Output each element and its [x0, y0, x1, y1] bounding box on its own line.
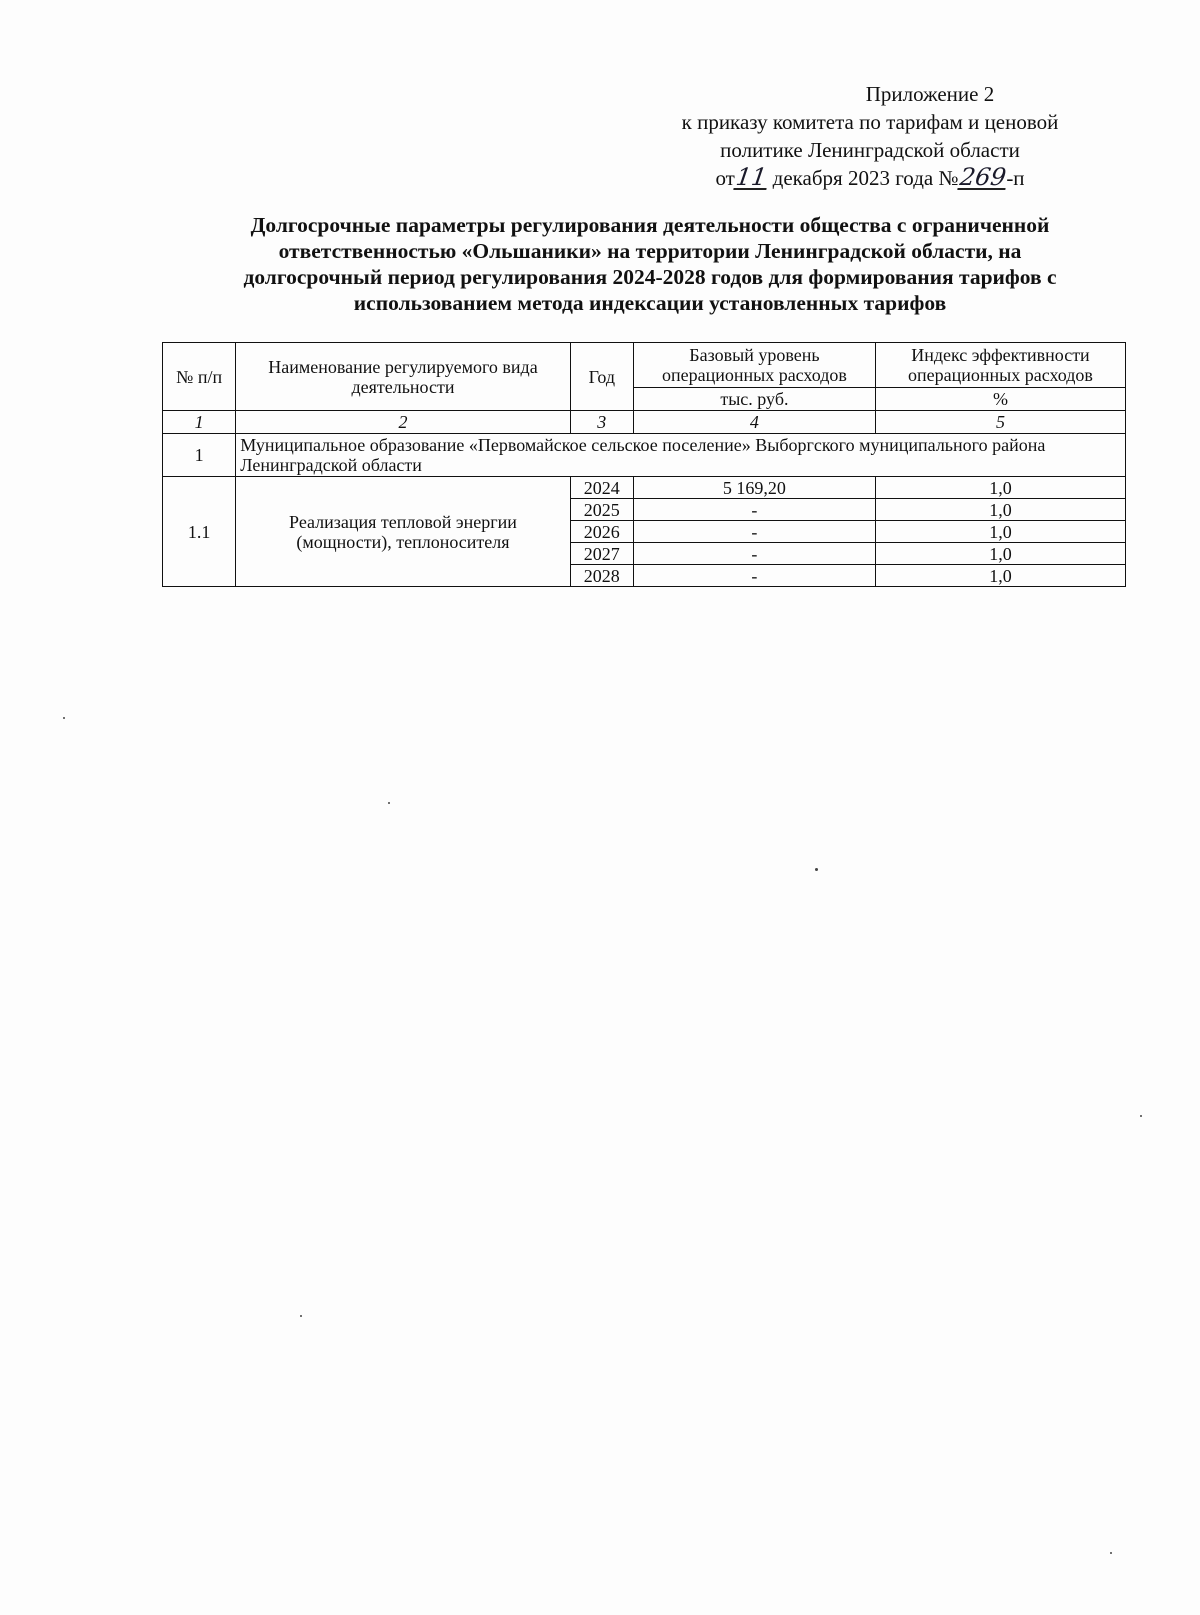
scan-speck: [300, 1315, 302, 1317]
activity-num: 1.1: [163, 477, 236, 587]
year-cell: 2026: [570, 521, 633, 543]
header-year: Год: [570, 343, 633, 411]
date-middle: декабря 2023 года №: [767, 166, 959, 190]
index-cell: 1,0: [875, 477, 1125, 499]
base-level-cell: 5 169,20: [633, 477, 875, 499]
column-number-row: [163, 411, 1126, 434]
appendix-date-line: [640, 164, 1100, 192]
title-line-4: использованием метода индексации установленных тарифов: [353, 291, 947, 315]
year-cell: 2025: [570, 499, 633, 521]
column-number: 2: [236, 411, 570, 434]
header-row: [163, 343, 1126, 388]
column-number: 4: [633, 411, 875, 434]
index-cell: 1,0: [875, 543, 1125, 565]
header-efficiency-index: Индекс эффективности операционных расходов: [875, 343, 1125, 388]
municipality-name: Муниципальное образование «Первомайское сельское поселение» Выборгского муниципального района Ленинградской области: [236, 434, 1126, 477]
table-row: [163, 477, 1126, 499]
year-cell: 2027: [570, 543, 633, 565]
document-title: [180, 212, 1120, 316]
unit-base: тыс. руб.: [633, 388, 875, 411]
appendix-committee: политике Ленинградской области: [720, 138, 1020, 162]
title-line-3: долгосрочный период регулирования 2024-2028 годов для формирования тарифов с: [243, 265, 1057, 289]
base-level-cell: -: [633, 521, 875, 543]
appendix-order-ref: к приказу комитета по тарифам и ценовой: [681, 110, 1059, 134]
order-suffix: -п: [1006, 166, 1025, 190]
base-level-cell: -: [633, 565, 875, 587]
header-name: Наименование регулируемого вида деятельности: [236, 343, 570, 411]
index-cell: 1,0: [875, 521, 1125, 543]
column-number: 3: [570, 411, 633, 434]
header-base-level: Базовый уровень операционных расходов: [633, 343, 875, 388]
appendix-number: Приложение 2: [865, 82, 995, 106]
column-number: 5: [875, 411, 1125, 434]
year-cell: 2028: [570, 565, 633, 587]
municipality-num: 1: [163, 434, 236, 477]
scan-speck: [63, 717, 65, 719]
index-cell: 1,0: [875, 565, 1125, 587]
scan-speck: [1110, 1552, 1112, 1554]
scan-speck: [1140, 1115, 1142, 1117]
column-number: 1: [163, 411, 236, 434]
index-cell: 1,0: [875, 499, 1125, 521]
handwritten-day: 11: [734, 163, 769, 191]
date-prefix: от: [715, 166, 735, 190]
parameters-table: [162, 342, 1126, 587]
base-level-cell: -: [633, 499, 875, 521]
handwritten-order-number: 269: [957, 163, 1008, 191]
base-level-cell: -: [633, 543, 875, 565]
scan-speck: [815, 868, 818, 871]
year-cell: 2024: [570, 477, 633, 499]
title-line-1: Долгосрочные параметры регулирования деятельности общества с ограниченной: [250, 213, 1050, 237]
municipality-row: [163, 434, 1126, 477]
unit-index: %: [875, 388, 1125, 411]
title-line-2: ответственностью «Ольшаники» на территории Ленинградской области, на: [278, 239, 1022, 263]
header-num: № п/п: [163, 343, 236, 411]
appendix-header: [640, 80, 1100, 192]
activity-name: Реализация тепловой энергии (мощности), теплоносителя: [236, 477, 570, 587]
scan-speck: [388, 802, 390, 804]
